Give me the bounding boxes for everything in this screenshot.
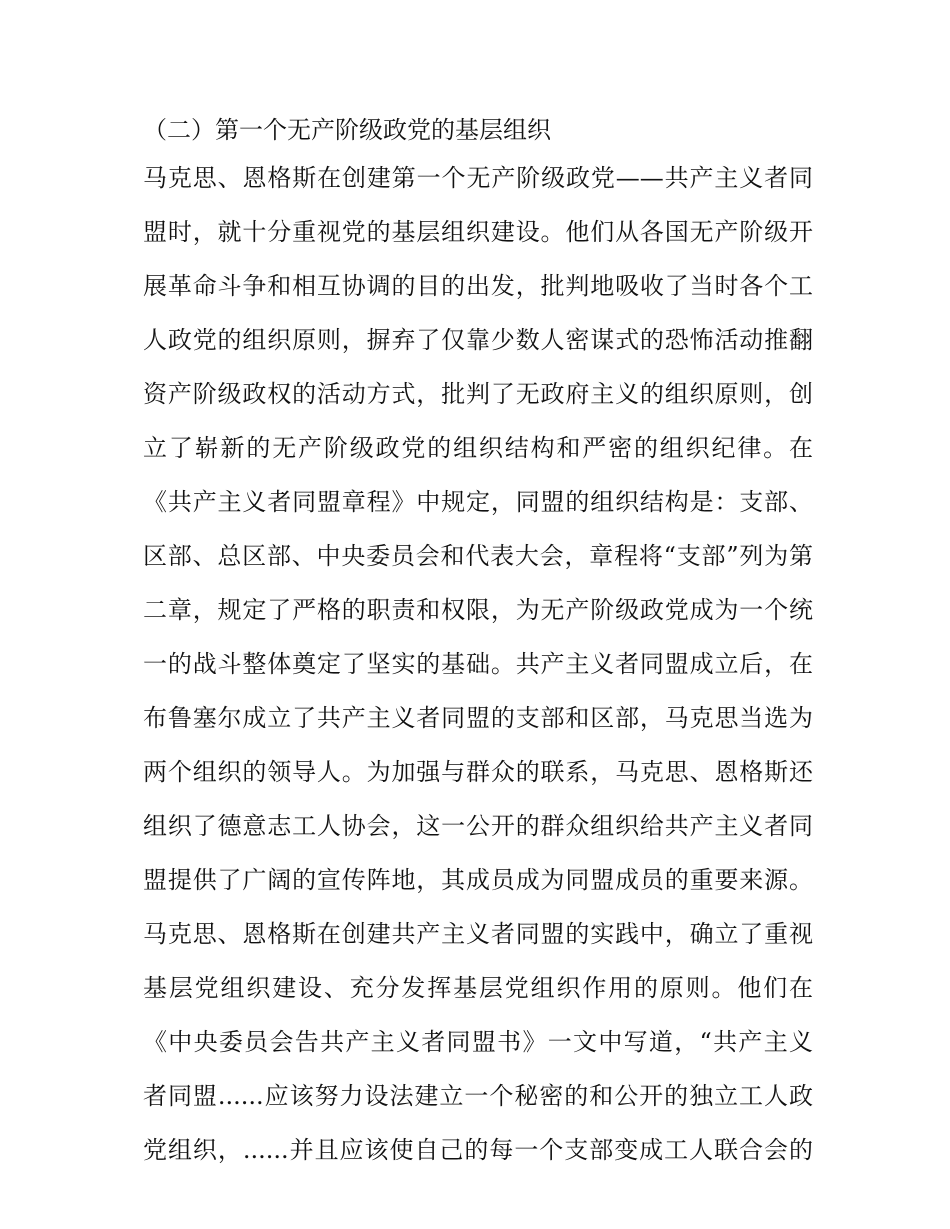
paragraph-line: 《中央委员会告共产主义者同盟书》一文中写道，“共产主义 [143, 1028, 813, 1056]
paragraph-line: 组织了德意志工人协会，这一公开的群众组织给共产主义者同 [143, 812, 813, 840]
paragraph-line: 盟提供了广阔的宣传阵地，其成员成为同盟成员的重要来源。 [143, 866, 813, 894]
paragraph-line: 马克思、恩格斯在创建共产主义者同盟的实践中，确立了重视 [143, 920, 813, 948]
paragraph-line: 马克思、恩格斯在创建第一个无产阶级政党——共产主义者同 [143, 164, 813, 192]
paragraph-line: 二章，规定了严格的职责和权限，为无产阶级政党成为一个统 [143, 596, 813, 624]
paragraph-line: 一的战斗整体奠定了坚实的基础。共产主义者同盟成立后，在 [143, 650, 813, 678]
paragraph-line: 立了崭新的无产阶级政党的组织结构和严密的组织纪律。在 [143, 434, 813, 462]
paragraph-line: 区部、总区部、中央委员会和代表大会，章程将“支部”列为第 [143, 542, 813, 570]
paragraph-line: 布鲁塞尔成立了共产主义者同盟的支部和区部，马克思当选为 [143, 704, 813, 732]
paragraph-line: 党组织，......并且应该使自己的每一个支部变成工人联合会的 [143, 1136, 813, 1164]
paragraph-line: 盟时，就十分重视党的基层组织建设。他们从各国无产阶级开 [143, 218, 813, 246]
paragraph-line: 基层党组织建设、充分发挥基层党组织作用的原则。他们在 [143, 974, 813, 1002]
paragraph-line: 资产阶级政权的活动方式，批判了无政府主义的组织原则，创 [143, 380, 813, 408]
paragraph-line: 人政党的组织原则，摒弃了仅靠少数人密谋式的恐怖活动推翻 [143, 326, 813, 354]
paragraph-line: 展革命斗争和相互协调的目的出发，批判地吸收了当时各个工 [143, 272, 813, 300]
paragraph-line: 《共产主义者同盟章程》中规定，同盟的组织结构是：支部、 [143, 488, 813, 516]
paragraph-line: 两个组织的领导人。为加强与群众的联系，马克思、恩格斯还 [143, 758, 813, 786]
section-heading: （二）第一个无产阶级政党的基层组织 [143, 116, 551, 144]
paragraph-line: 者同盟......应该努力设法建立一个秘密的和公开的独立工人政 [143, 1082, 813, 1110]
